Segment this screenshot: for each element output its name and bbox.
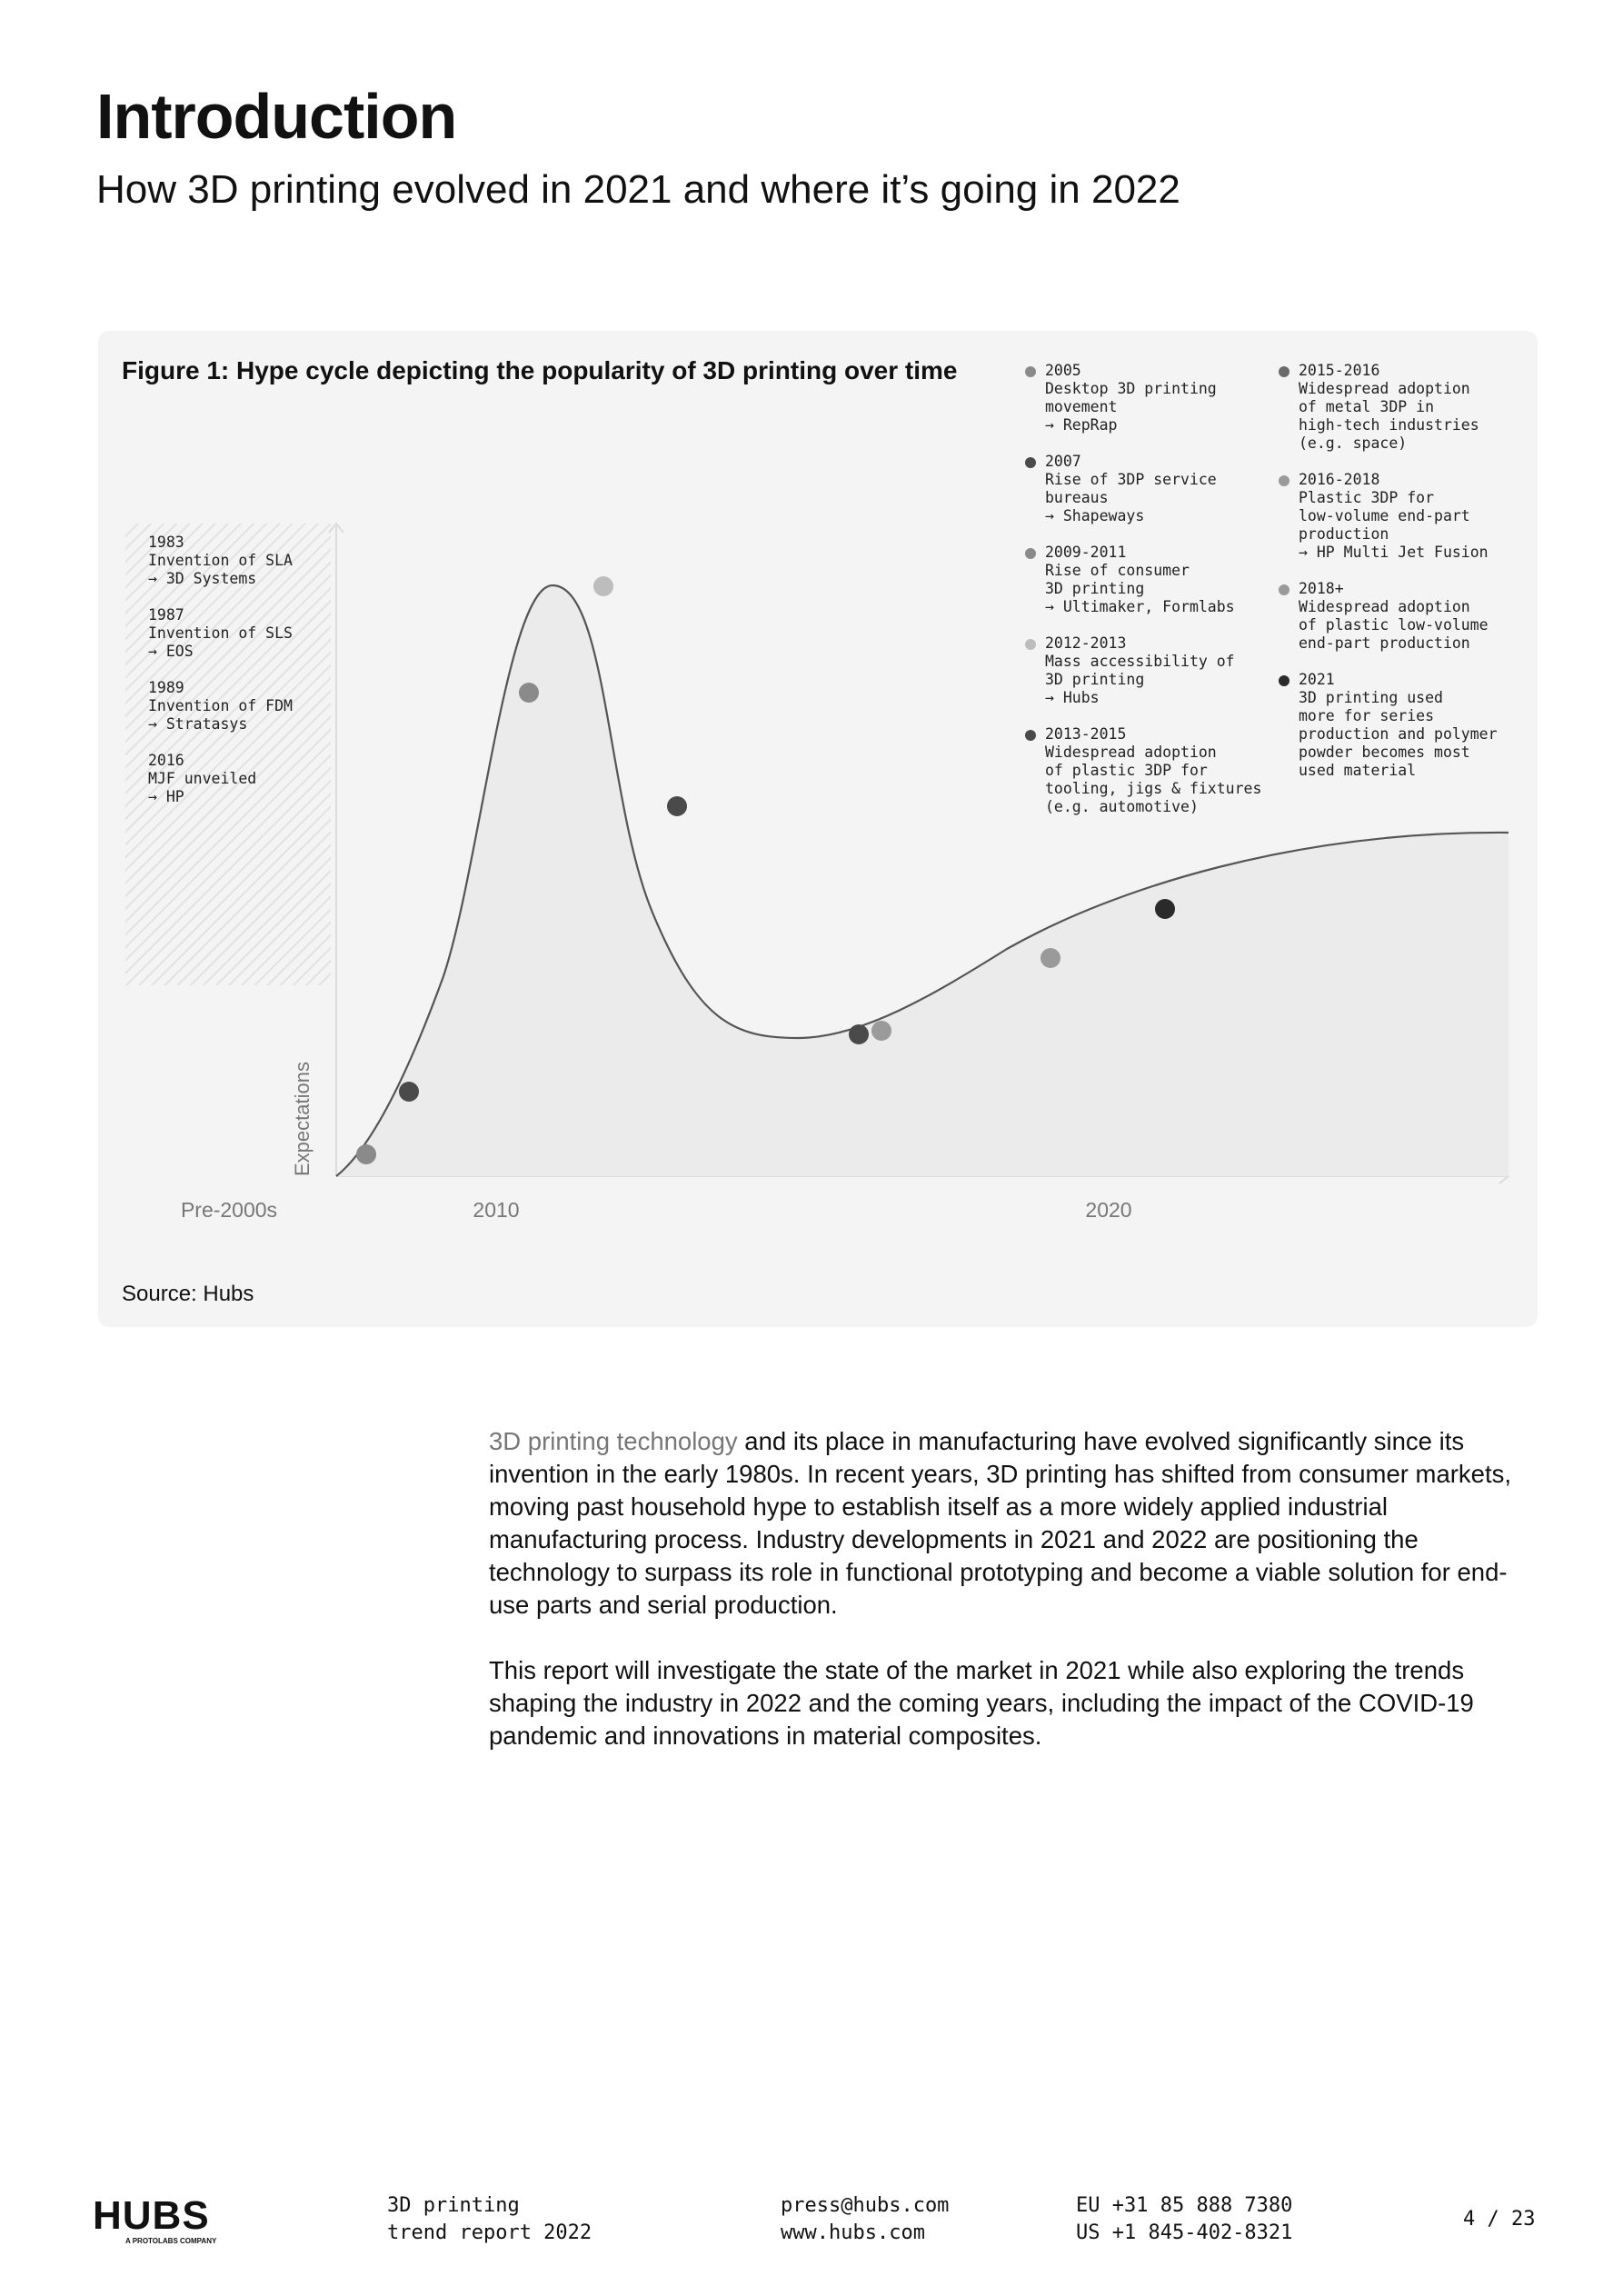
legend-text: Plastic 3DP for (1299, 489, 1435, 506)
phone-us: US +1 845-402-8321 (1076, 2221, 1293, 2244)
legend-text: Mass accessibility of (1045, 653, 1235, 670)
legend-item (1025, 634, 1261, 707)
legend-text: production and polymer (1299, 725, 1498, 743)
milestone-note: 1983 Invention of SLA → 3D Systems (148, 534, 293, 587)
website-link[interactable]: www.hubs.com (781, 2221, 925, 2244)
legend-dot-icon (1279, 584, 1289, 595)
legend-text: powder becomes most (1299, 744, 1470, 761)
x-tick-pre-2000s: Pre-2000s (180, 1198, 278, 1222)
milestone-note: 1987 Invention of SLS → EOS (148, 606, 293, 660)
legend-text: 2018+ (1299, 580, 1344, 597)
legend-text: (e.g. automotive) (1045, 798, 1199, 815)
legend-dot-icon (1025, 457, 1036, 468)
footer-contact (781, 2192, 949, 2247)
curve-marker (1041, 948, 1060, 968)
legend-text: end-part production (1299, 634, 1470, 652)
legend-text: → HP Multi Jet Fusion (1299, 544, 1489, 561)
legend-text: 3D printing used (1299, 689, 1443, 706)
milestone-note: 1989 Invention of FDM → Stratasys (148, 679, 293, 733)
legend-text: of plastic 3DP for (1045, 762, 1208, 779)
phone-eu: EU +31 85 888 7380 (1076, 2194, 1293, 2217)
report-name-line-2: trend report 2022 (387, 2221, 592, 2244)
legend-text: Widespread adoption (1299, 598, 1470, 615)
legend-text: 2012-2013 (1045, 634, 1127, 652)
legend-item (1279, 580, 1498, 653)
milestone-note: 2016 MJF unveiled → HP (148, 752, 257, 805)
legend-text: 2005 (1045, 362, 1081, 379)
legend-text: bureaus (1045, 489, 1109, 506)
legend-text: Desktop 3D printing (1045, 380, 1217, 397)
legend-item (1279, 671, 1498, 780)
legend-dot-icon (1279, 366, 1289, 377)
legend-text: (e.g. space) (1299, 434, 1408, 452)
logo-wordmark: HUBS (93, 2194, 210, 2238)
legend-text: → Ultimaker, Formlabs (1045, 598, 1235, 615)
legend-text: 2015-2016 (1299, 362, 1380, 379)
legend-item (1025, 362, 1261, 434)
curve-marker (519, 683, 539, 703)
early-milestones (148, 534, 293, 824)
report-name-line-1: 3D printing (387, 2194, 520, 2217)
page-subtitle: How 3D printing evolved in 2021 and where it’s going in 2022 (96, 167, 1180, 212)
legend-text: 2009-2011 (1045, 544, 1127, 561)
legend-text: high-tech industries (1299, 416, 1479, 434)
technology-link[interactable]: 3D printing technology (489, 1427, 738, 1455)
legend-item (1025, 453, 1261, 525)
legend-item (1025, 725, 1261, 816)
curve-marker (871, 1021, 891, 1041)
legend-dot-icon (1025, 730, 1036, 741)
figure-card (98, 331, 1538, 1327)
body-text (489, 1425, 1543, 1785)
press-email-link[interactable]: press@hubs.com (781, 2194, 950, 2217)
legend-text: 3D printing (1045, 671, 1145, 688)
legend-text: more for series (1299, 707, 1435, 724)
legend-item (1279, 362, 1498, 453)
figure-title: Figure 1: Hype cycle depicting the popularity of 3D printing over time (122, 356, 958, 384)
legend-item (1025, 544, 1261, 616)
hubs-logo (93, 2194, 238, 2249)
legend-text: → Hubs (1045, 689, 1100, 706)
page-number: 4 / 23 (1463, 2208, 1536, 2231)
legend-text: Rise of 3DP service (1045, 471, 1217, 488)
curve-marker (356, 1144, 376, 1164)
footer-phones (1076, 2192, 1292, 2247)
legend-dot-icon (1025, 548, 1036, 559)
legend-text: 2013-2015 (1045, 725, 1127, 743)
legend-text: → Shapeways (1045, 507, 1145, 524)
legend-dot-icon (1279, 475, 1289, 486)
curve-marker (849, 1024, 869, 1044)
figure-source: Source: Hubs (122, 1282, 254, 1306)
legend-text: of plastic low-volume (1299, 616, 1489, 634)
paragraph-2: This report will investigate the state of the market in 2021 while also exploring the trends shaping the industry in 2022 and the coming years, including the impact of the COVID-19 pandemic and innovations in material composites. (489, 1656, 1474, 1750)
x-tick-2010: 2010 (473, 1198, 520, 1222)
legend-text: 2016-2018 (1299, 471, 1380, 488)
legend-column-1 (1025, 362, 1261, 834)
legend-text: 2021 (1299, 671, 1335, 688)
legend-text: of metal 3DP in (1299, 398, 1435, 415)
legend-column-2 (1279, 362, 1498, 798)
curve-marker (399, 1082, 419, 1102)
curve-marker (593, 576, 613, 596)
legend-dot-icon (1025, 366, 1036, 377)
legend-text: Widespread adoption (1299, 380, 1470, 397)
legend-text: Rise of consumer (1045, 562, 1190, 579)
legend-item (1279, 471, 1498, 562)
curve-marker (1155, 899, 1175, 919)
y-axis-label: Expectations (291, 1062, 314, 1176)
page-title: Introduction (96, 81, 457, 152)
curve-marker (667, 796, 687, 816)
legend-text: movement (1045, 398, 1118, 415)
legend-dot-icon (1279, 675, 1289, 686)
legend-text: low-volume end-part (1299, 507, 1470, 524)
legend-text: used material (1299, 762, 1417, 779)
legend-text: → RepRap (1045, 416, 1118, 434)
legend-text: Widespread adoption (1045, 744, 1217, 761)
paragraph-1 (489, 1425, 1543, 1622)
logo-tagline: A PROTOLABS COMPANY (125, 2237, 217, 2245)
legend-dot-icon (1025, 639, 1036, 650)
legend-text: production (1299, 525, 1389, 543)
footer-report (387, 2192, 592, 2247)
legend-text: 2007 (1045, 453, 1081, 470)
x-tick-2020: 2020 (1085, 1198, 1132, 1222)
legend-text: tooling, jigs & fixtures (1045, 780, 1262, 797)
paragraph-1-text: and its place in manufacturing have evolved significantly since its invention in the early 1980s. In recent years, 3D printing has shifted from consumer markets, moving past household hype to establish itself as a more widely applied industrial manufacturing process. Industry developments in 2021 and 2022 are positioning the technology to surpass its role in functional prototyping and become a viable solution for end-use parts and serial production. (489, 1427, 1511, 1619)
legend-text: 3D printing (1045, 580, 1145, 597)
